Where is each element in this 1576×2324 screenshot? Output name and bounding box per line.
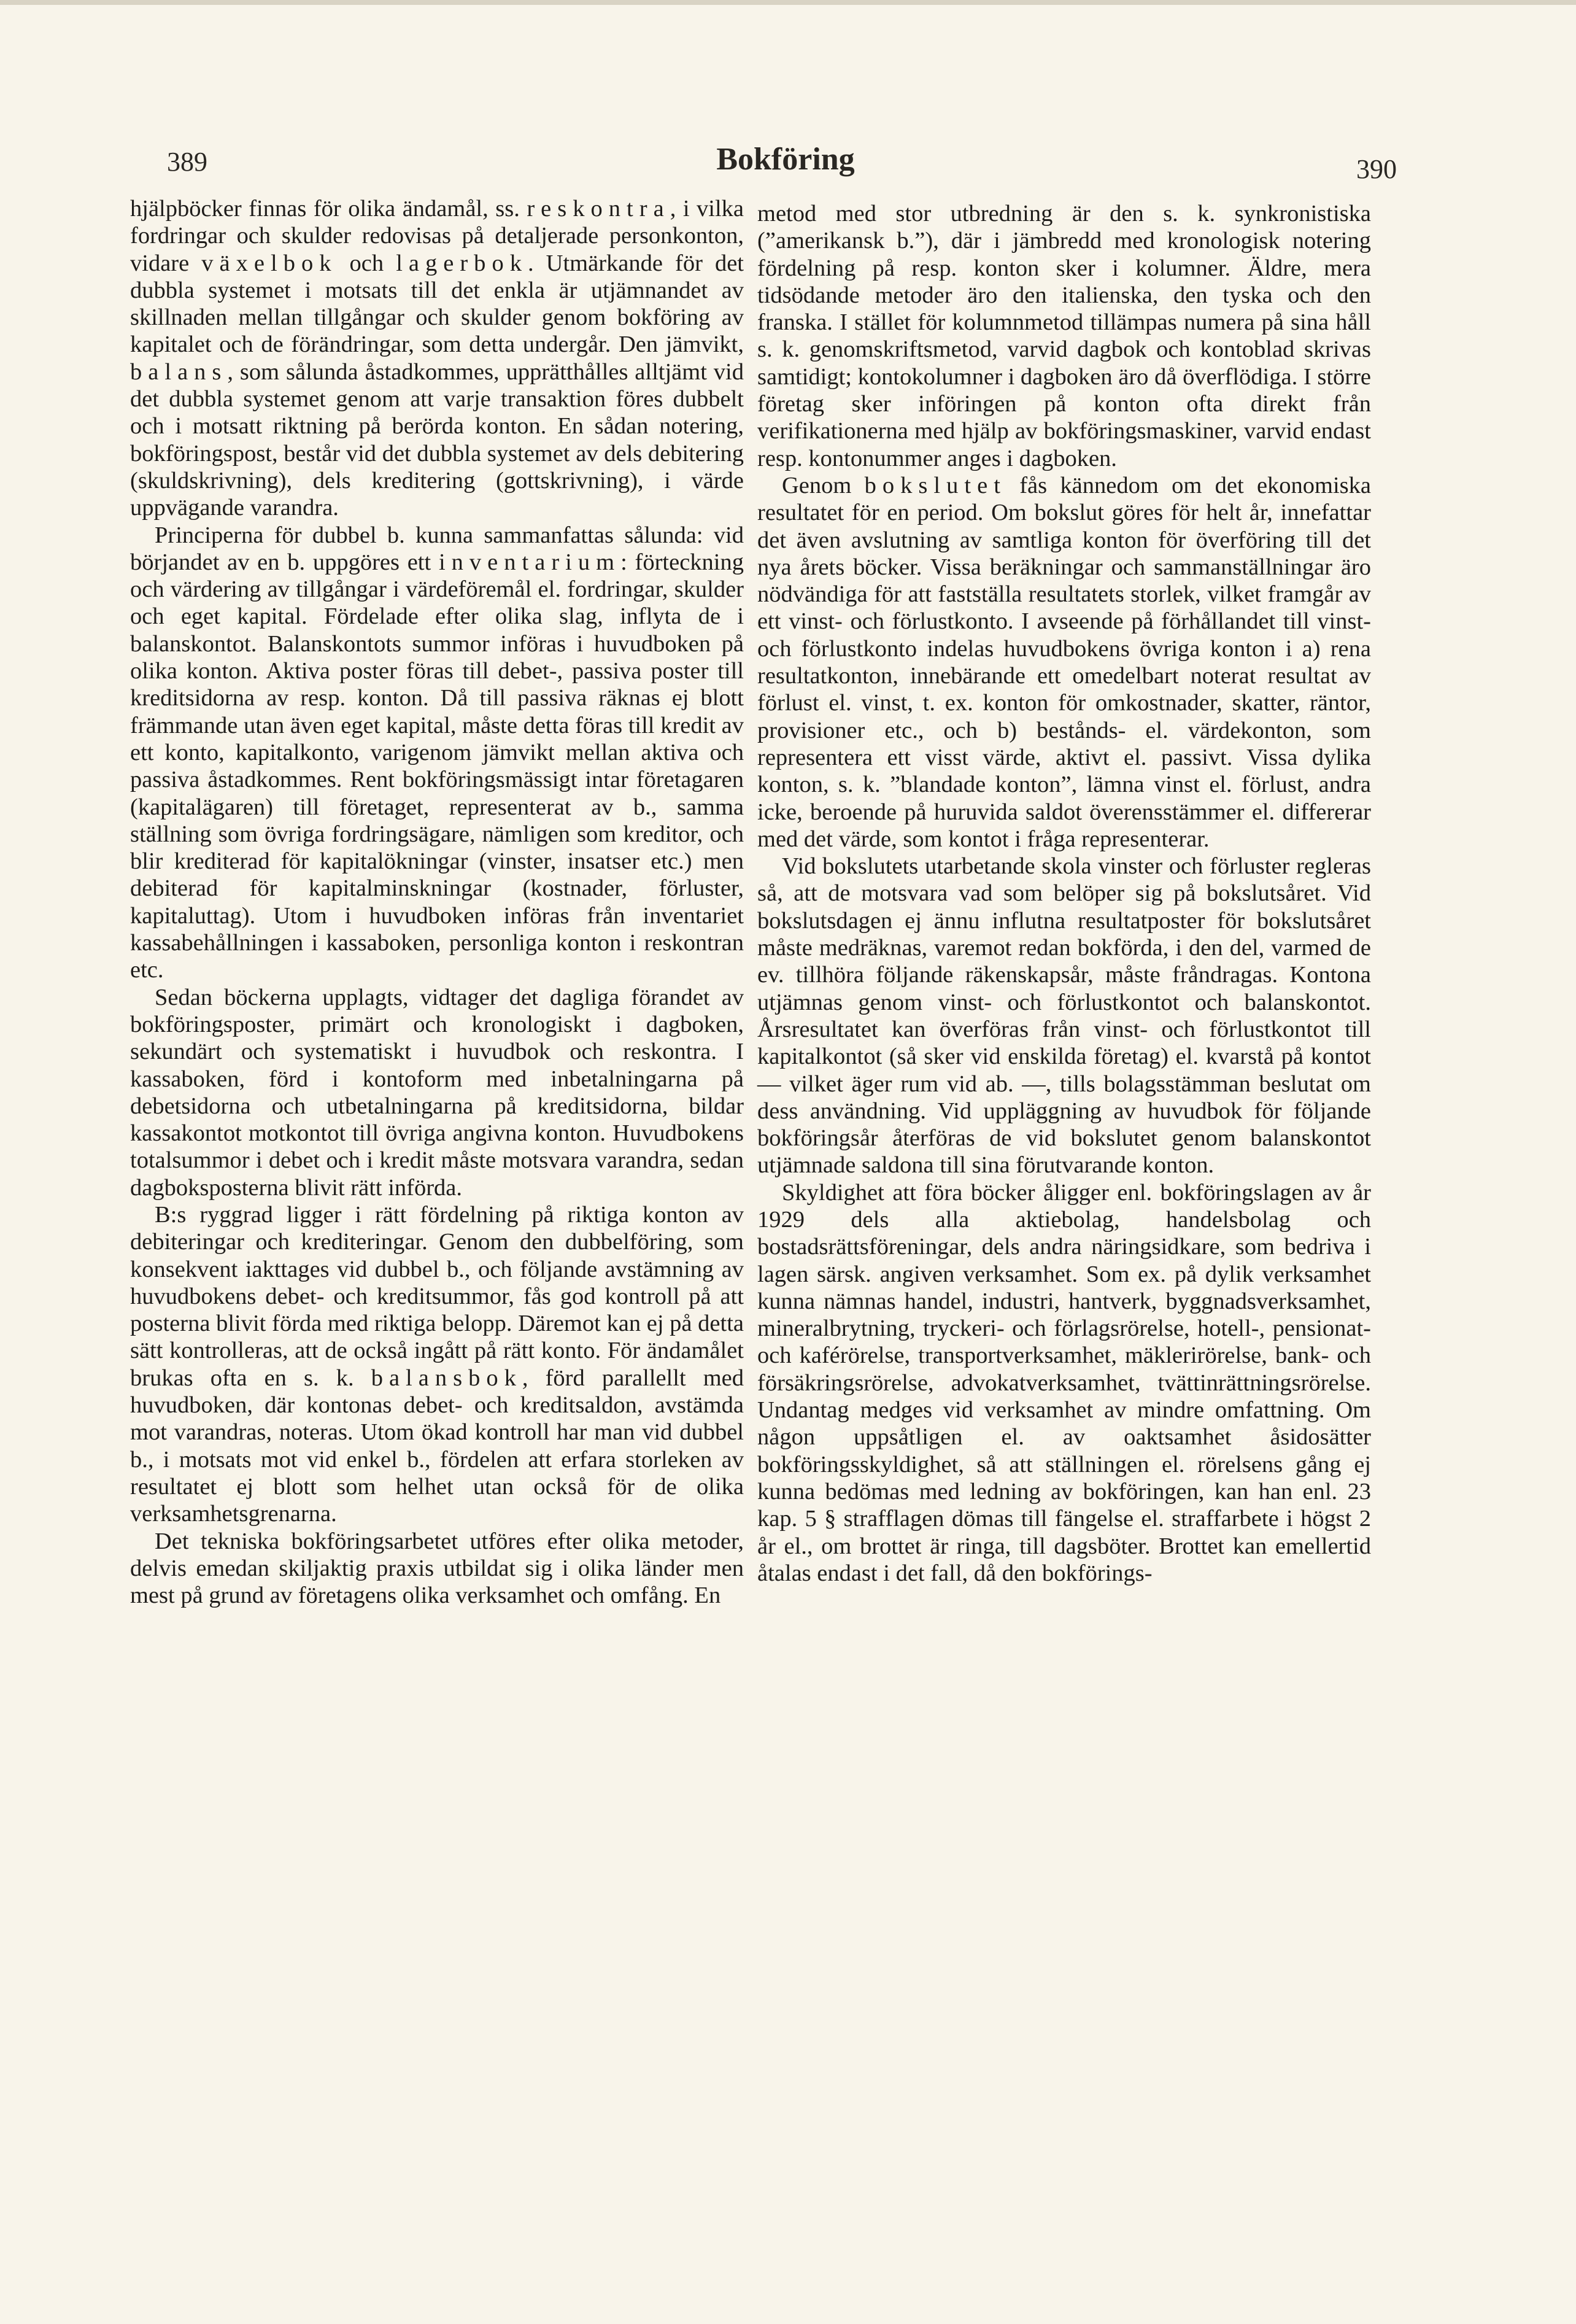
top-edge-rule bbox=[0, 0, 1576, 5]
text-run: Principerna för dubbel b. kunna sammanfattas sålunda: vid börjandet av en b. uppgöres ett bbox=[130, 522, 744, 575]
page-number-right: 390 bbox=[1356, 154, 1397, 184]
spaced-term-inventarium: inventarium bbox=[438, 549, 621, 575]
paragraph-7 bbox=[757, 472, 1371, 853]
paragraph-1 bbox=[130, 195, 744, 522]
paragraph-3: Sedan böckerna upplagts, vidtager det dagliga förandet av bokföringsposter, primärt och kronologiskt i dagboken, sekundärt och systematiskt i huvudbok och reskontra. I kassaboken, förd i kontoform med inbetalningarna på debetsidorna och utbetalningarna på kreditsidorna, bildar kassakontot motkontot till övriga angivna konton. Huvudbokens totalsummor i debet och i kredit måste motsvara varandra, sedan dagboksposterna blivit rätt införda. bbox=[130, 984, 744, 1201]
left-column bbox=[130, 195, 744, 1609]
text-run: fås kännedom om det ekonomiska resultatet för en period. Om bokslut göres för helt år, innefattar det även avslutning av samtliga konton för överföring till det nya årets böcker. Vissa beräkningar och sammanställningar äro nödvändiga för att fastställa resultatets storlek, vilket framgår av ett vinst- och förlustkonto. I avseende på förhållandet till vinst- och förlustkonto indelas huvudbokens övriga konton i a) rena resultatkonton, innebärande ett omedelbart noterat resultat av förlust el. vinst, t. ex. konton för omkostnader, skatter, räntor, provisioner etc., och b) bestånds- el. värdekonton, som representera ett visst värde, aktivt el. passivt. Vissa dylika konton, s. k. ”blandade konton”, lämna vinst el. förlust, andra icke, beroende på huruvida saldot överensstämmer el. differerar med det värde, som kontot i fråga representerar. bbox=[757, 472, 1371, 852]
right-column bbox=[757, 200, 1371, 1587]
text-run: , som sålunda åstadkommes, upprätthålles alltjämt vid det dubbla systemet genom att varje transaktion föres dubbelt och i motsatt riktning på berörda konton. En sådan notering, bokföringspost, består vid det dubbla systemet av dels debitering (skuldskrivning), dels kreditering (gottskrivning), i värde uppvägande varandra. bbox=[130, 358, 744, 521]
spaced-term-balansbok: balansbok bbox=[371, 1365, 522, 1391]
paragraph-6: metod med stor utbredning är den s. k. synkronistiska (”amerikansk b.”), där i jämbredd med kronologisk notering fördelning på resp. konton sker i kolumner. Äldre, mera tidsödande metoder äro den italienska, den tyska och den franska. I stället för kolumnmetod tillämpas numera på sina håll s. k. genomskriftsmetod, varvid dagbok och kontoblad skrivas samtidigt; kontokolumner i dagboken äro då överflödiga. I större företag sker införingen på konton ofta direkt från verifikationerna med hjälp av bokföringsmaskiner, varvid endast resp. kontonummer anges i dagboken. bbox=[757, 201, 1371, 471]
paragraph-2 bbox=[130, 522, 744, 984]
spaced-term-balans: balans bbox=[130, 358, 228, 385]
paragraph-8: Vid bokslutets utarbetande skola vinster och förluster regleras så, att de motsvara vad som belöper sig på bokslutsåret. Vid bokslutsdagen ej ännu influtna resultatposter för bokslutsåret måste medräknas, varemot redan bokförda, i den del, varmed de ev. tillhöra följande räkenskapsår, måste fråndragas. Kontona utjämnas genom vinst- och förlustkontot och balanskontot. Årsresultatet kan överföras från vinst- och förlustkontot till kapitalkontot (så sker vid enskilda företag) el. kvarstå på kontot — vilket äger rum vid ab. —, tills bolagsstämman beslutat om dess användning. Vid uppläggning av huvudbok för följande bokföringsår återföras de vid bokslutet genom balanskontot utjämnade saldona till sina förutvarande konton. bbox=[757, 853, 1371, 1179]
spaced-term-bokslutet: bokslutet bbox=[864, 472, 1006, 498]
page-number-left: 389 bbox=[167, 147, 207, 177]
spaced-term-lagerbok: lagerbok bbox=[396, 250, 528, 276]
text-run: . Utmärkande för det dubbla systemet i motsats till det enkla är utjämnandet av skillnaden mellan tillgångar och skulder genom bokföring av kapitalet och de förändringar, som detta undergår. Den jämvikt, bbox=[130, 250, 744, 358]
text-run: : förteckning och värdering av tillgångar i värdeföremål el. fordringar, skulder och eget kapital. Fördelade efter olika slag, inflyta de i balanskontot. Balanskontots summor införas i huvudboken på olika konton. Aktiva poster föras till debet-, passiva poster till kreditsidorna av resp. konton. Då till passiva räknas ej blott främmande utan även eget kapital, måste detta föras till kredit av ett konto, kapitalkonto, varigenom jämvikt mellan aktiva och passiva åstadkommes. Rent bokföringsmässigt intar företagaren (kapitalägaren) till företaget, representerat av b., samma ställning som övriga fordringsägare, nämligen som kreditor, och blir krediterad för kapitalökningar (vinster, insatser etc.) men debiterad för kapitalminskningar (kostnader, förluster, kapitaluttag). Utom i huvudboken införas från inventariet kassabehållningen i kassaboken, personliga konton i reskontran etc. bbox=[130, 549, 744, 983]
text-run: Genom bbox=[782, 472, 865, 498]
text-run: , förd parallellt med huvudboken, där kontonas debet- och kreditsaldon, avstämda mot varandras, noteras. Utom ökad kontroll har man vid dubbel b., i motsats mot vid enkel b., fördelen att erfara storleken av resultatet ej blott som helhet utan också för de olika verksamhetsgrenarna. bbox=[130, 1365, 744, 1527]
paragraph-4 bbox=[130, 1201, 744, 1528]
text-run: , i vilka fordringar och skulder redovisas på detaljerade personkonton, vidare bbox=[130, 196, 744, 276]
spaced-term-vaxelbok: växelbok bbox=[201, 250, 338, 276]
spaced-term-reskontra: reskontra bbox=[527, 196, 670, 222]
text-run: och bbox=[337, 250, 396, 276]
text-run: B:s ryggrad ligger i rätt fördelning på riktiga konton av debiteringar och krediteringar. Genom den dubbelföring, som konsekvent iakttages vid dubbel b., och följande avstämning av huvudbokens debet- och kreditsummor, fås god kontroll på att posterna blivit förda med riktiga belopp. Däremot kan ej på detta sätt kontrolleras, att de också ingått på rätt konto. För ändamålet brukas ofta en s. k. bbox=[130, 1201, 744, 1391]
paragraph-5: Det tekniska bokföringsarbetet utföres efter olika metoder, delvis emedan skiljaktig praxis utbildat sig i olika länder men mest på grund av företagens olika verksamhet och omfång. En bbox=[130, 1528, 744, 1609]
running-head-title: Bokföring bbox=[716, 142, 855, 177]
paragraph-9: Skyldighet att föra böcker åligger enl. bokföringslagen av år 1929 dels alla aktiebolag, handelsbolag och bostadsrättsföreningar, dels andra näringsidkare, som bedriva i lagen särsk. angiven verksamhet. Som ex. på dylik verksamhet kunna nämnas handel, industri, hantverk, byggnadsverksamhet, mineralbrytning, tryckeri- och förlagsrörelse, hotell-, pensionat- och kaférörelse, transportverksamhet, mäklerirörelse, bank- och försäkringsrörelse, advokatverksamhet, tvättinrättningsrörelse. Undantag medges vid verksamhet av mindre omfattning. Om någon uppsåtligen el. av oaktsamhet åsidosätter bokföringsskyldighet, så att ställningen el. rörelsens gång ej kunna bedömas med ledning av bokföringen, kan han enl. 23 kap. 5 § strafflagen dömas till fängelse el. straffarbete i högst 2 år el., om brottet är ringa, till dagsböter. Brottet kan emellertid åtalas endast i det fall, då den bokförings- bbox=[757, 1179, 1371, 1586]
text-run: hjälpböcker finnas för olika ändamål, ss. bbox=[130, 196, 527, 222]
